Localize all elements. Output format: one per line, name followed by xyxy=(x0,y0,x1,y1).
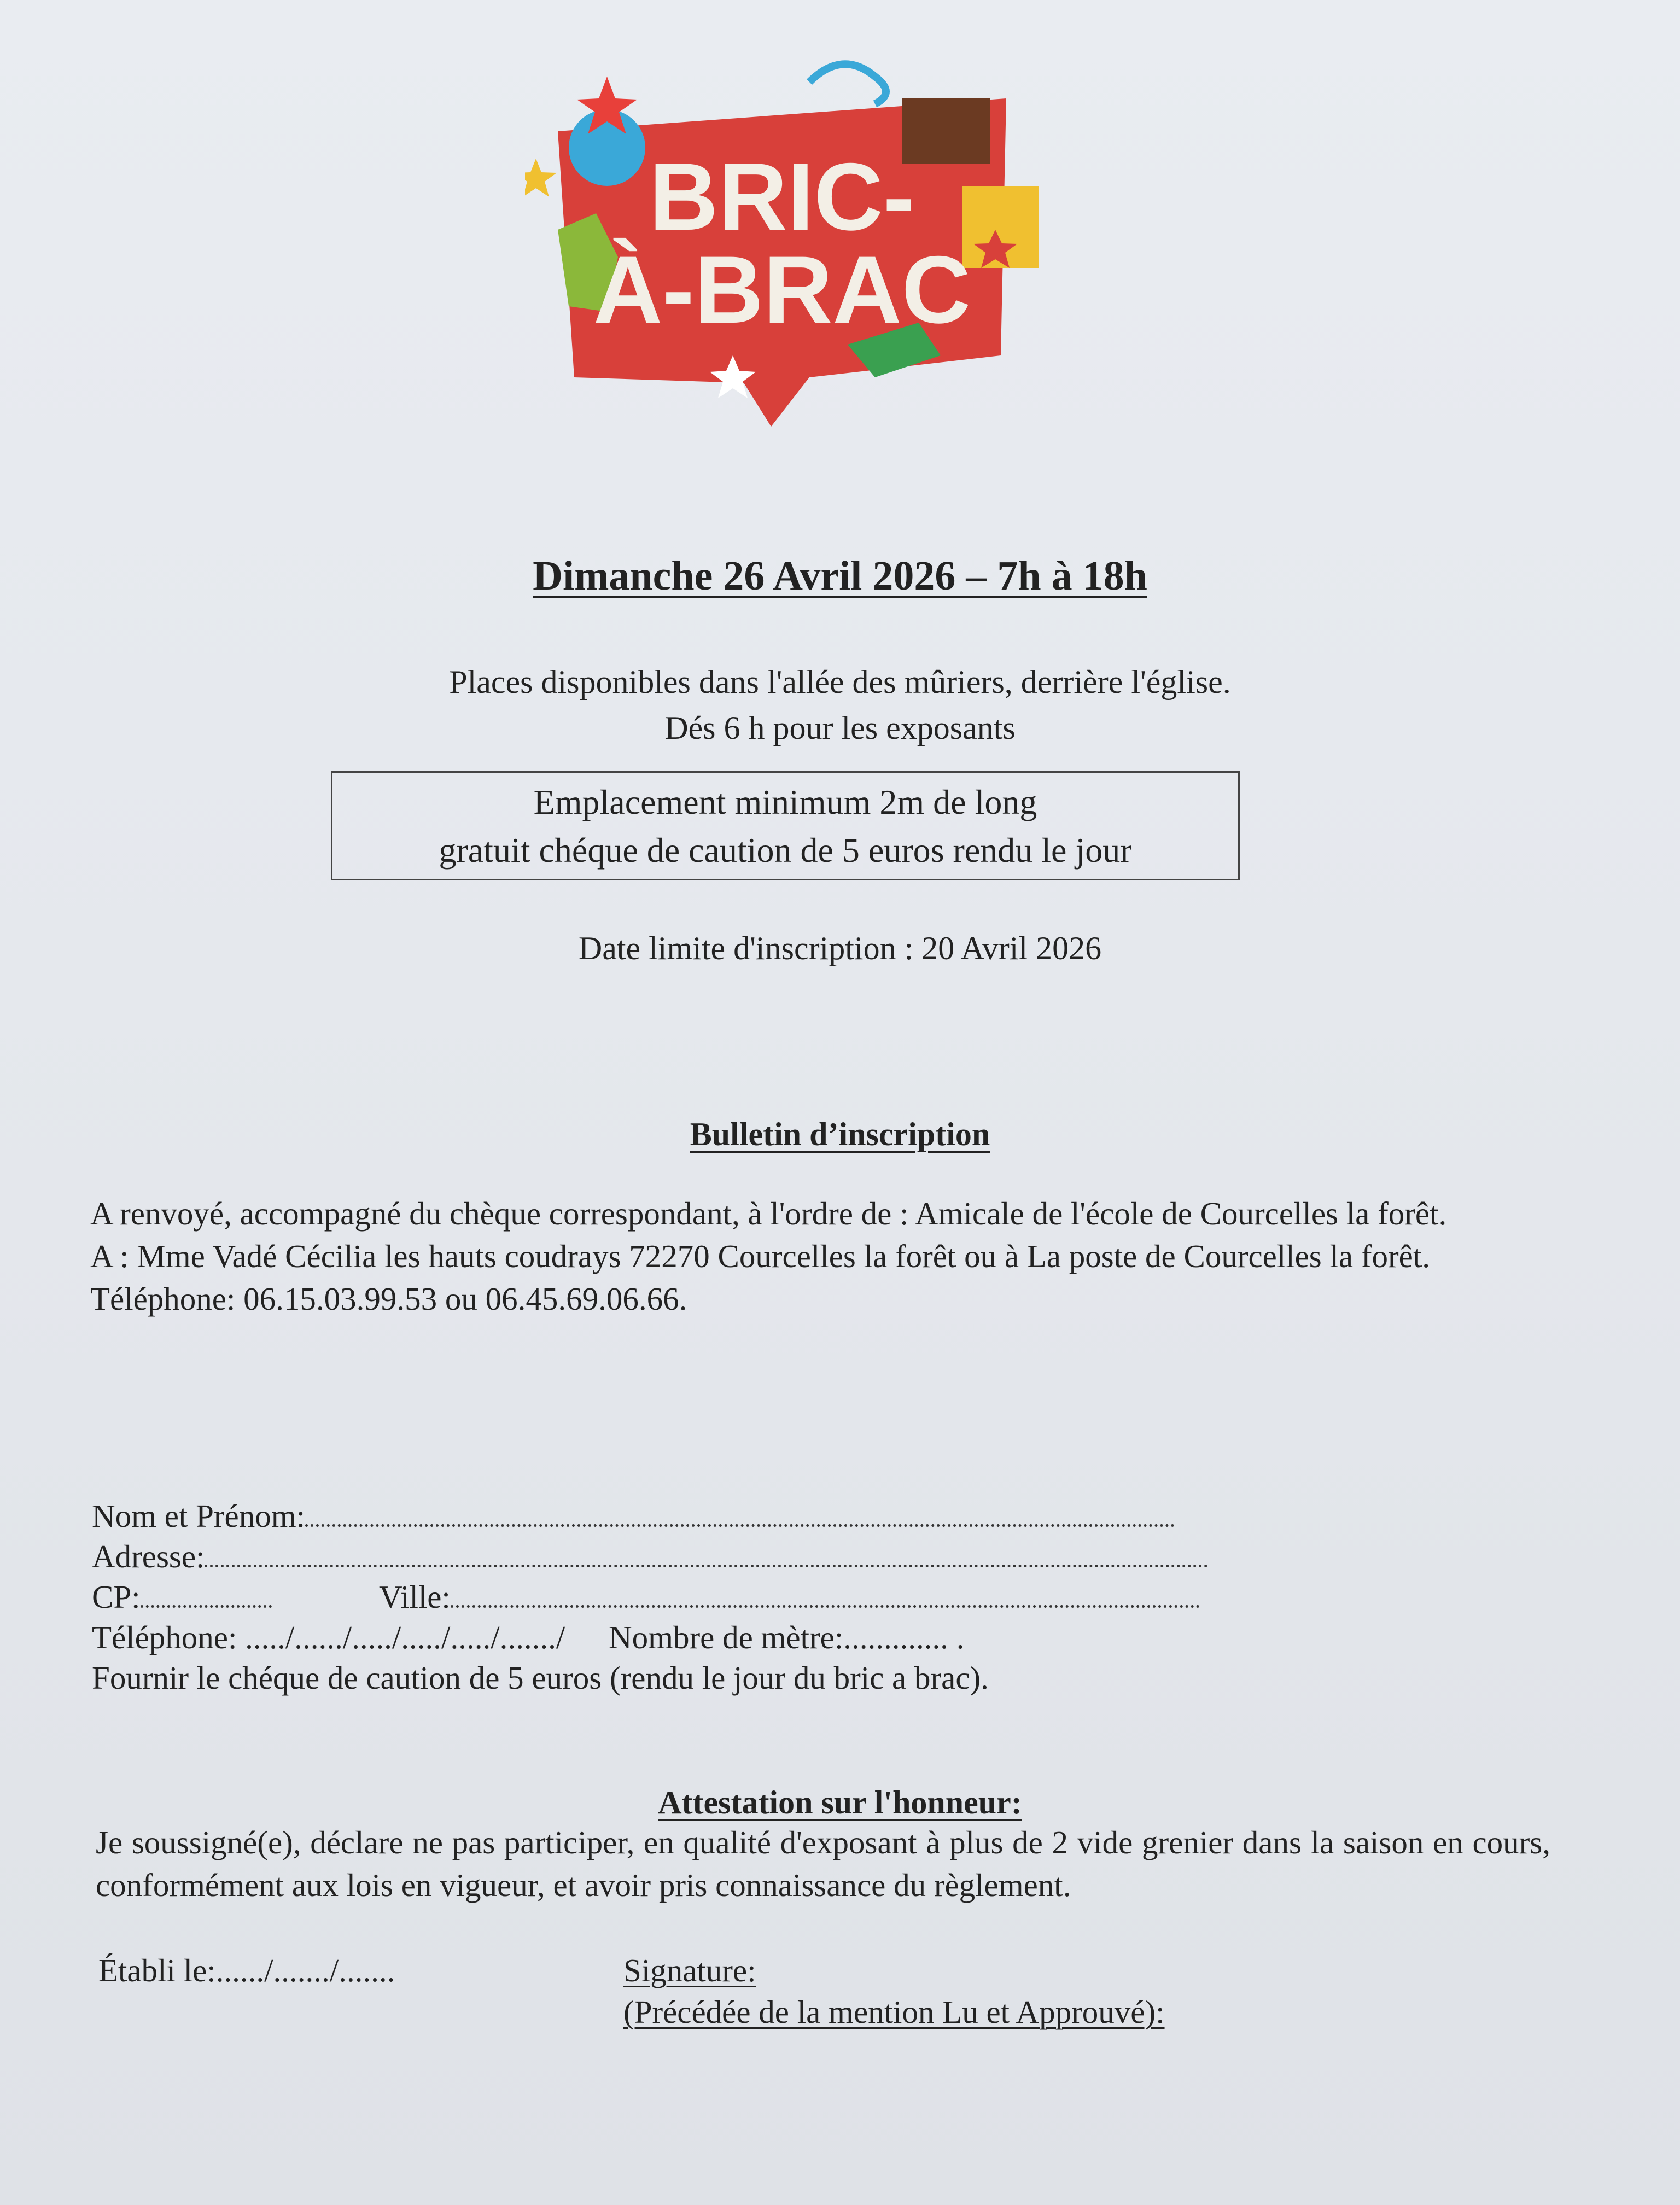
metre-field[interactable]: Nombre de mètre:............. . xyxy=(609,1619,965,1655)
bulletin-heading-wrap xyxy=(0,1116,1680,1153)
ville-field[interactable] xyxy=(451,1605,1200,1608)
box-line2: gratuit chéque de caution de 5 euros rendu le jour xyxy=(439,831,1132,870)
signature-block xyxy=(623,1950,1165,2033)
signature-label: Signature: xyxy=(623,1952,756,1988)
ville-group xyxy=(379,1577,1200,1617)
bulletin-heading: Bulletin d’inscription xyxy=(690,1116,990,1152)
cp-ville-row xyxy=(92,1577,1492,1617)
attestation-heading-wrap xyxy=(0,1784,1680,1822)
adresse-row xyxy=(92,1536,1492,1577)
emplacement-box xyxy=(331,771,1240,880)
telephone-row xyxy=(92,1617,1492,1658)
etabli-field[interactable]: Établi le:....../......./....... xyxy=(98,1952,395,1988)
logo-line2: À-BRAC xyxy=(593,237,971,343)
box-line1: Emplacement minimum 2m de long xyxy=(533,783,1037,821)
telephone-field[interactable]: Téléphone: ...../....../...../...../...../......./ xyxy=(92,1619,565,1655)
cp-label: CP: xyxy=(92,1579,141,1615)
adresse-label: Adresse: xyxy=(92,1538,205,1574)
places-line1: Places disponibles dans l'allée des mûriers, derrière l'église. xyxy=(449,664,1231,700)
attestation-text: Je soussigné(e), déclare ne pas participer, en qualité d'exposant à plus de 2 vide grenier dans la saison en cours, conformément aux lois en vigueur, et avoir pris connaissance du règlement. xyxy=(96,1824,1550,1903)
nom-row xyxy=(92,1496,1492,1536)
deadline-text: Date limite d'inscription : 20 Avril 2026 xyxy=(578,930,1102,966)
signature-note: (Précédée de la mention Lu et Approuvé): xyxy=(623,1994,1165,2030)
instructions-line2: A : Mme Vadé Cécilia les hauts coudrays 72270 Courcelles la forêt ou à La poste de Courcelles la forêt. xyxy=(90,1238,1430,1274)
instructions-line1: A renvoyé, accompagné du chèque correspondant, à l'ordre de : Amicale de l'école de Courcelles la forêt. xyxy=(90,1195,1447,1232)
nom-label: Nom et Prénom: xyxy=(92,1498,306,1534)
instructions-phone: Téléphone: 06.15.03.99.53 ou 06.45.69.06.66. xyxy=(90,1281,687,1317)
places-info xyxy=(0,659,1680,751)
places-line2: Dés 6 h pour les exposants xyxy=(664,710,1016,746)
cp-field[interactable] xyxy=(141,1605,272,1608)
cp-group xyxy=(92,1577,272,1617)
attestation-heading: Attestation sur l'honneur: xyxy=(658,1784,1022,1821)
bulletin-instructions xyxy=(90,1192,1534,1320)
adresse-field[interactable] xyxy=(205,1564,1208,1567)
bric-a-brac-logo xyxy=(525,49,1045,443)
ville-label: Ville: xyxy=(379,1579,451,1615)
nom-field[interactable] xyxy=(305,1524,1175,1527)
caution-note: Fournir le chéque de caution de 5 euros (rendu le jour du bric a brac). xyxy=(92,1660,989,1696)
logo-line1: BRIC- xyxy=(649,144,915,250)
event-date-title: Dimanche 26 Avril 2026 – 7h à 18h xyxy=(533,553,1147,599)
registration-form xyxy=(92,1496,1492,1698)
